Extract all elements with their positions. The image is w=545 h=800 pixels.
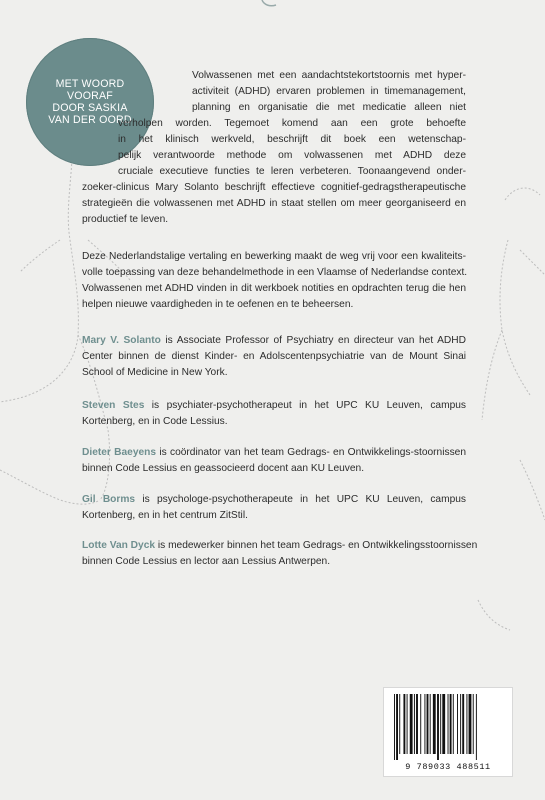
intro-line: activiteit (ADHD) ervaren problemen in timemanagement,: [192, 86, 466, 97]
intro-line: strategieën die volwassenen met ADHD in staat stellen om meer georganiseerd en: [82, 198, 466, 209]
intro-line: planning en organisatie die met medicatie alleen niet: [192, 102, 466, 113]
intro-line: zoeker-clinicus Mary Solanto beschrijft effectieve cognitief-gedragstherapeutische: [82, 182, 466, 193]
barcode-bar: [473, 694, 474, 754]
barcode-bar: [403, 694, 405, 754]
badge-line: MET WOORD: [55, 78, 125, 90]
barcode-bar: [453, 694, 454, 754]
author-bio-borms: [82, 492, 466, 524]
barcode-bar: [396, 694, 398, 760]
intro-paragraph: [0, 68, 545, 228]
barcode-bar: [462, 694, 464, 754]
isbn-number: 9 789033 488511: [405, 762, 491, 772]
barcode-bar: [424, 694, 425, 754]
author-bio-text: is Associate Professor of Psychiatry en directeur van het ADHD: [160, 335, 466, 346]
author-name: Gil Borms: [82, 494, 136, 505]
author-bio-text: binnen Code Lessius en lector aan Lessius Antwerpen.: [82, 556, 331, 567]
author-name: Lotte Van Dyck: [82, 540, 156, 551]
barcode-bar: [448, 694, 449, 754]
barcode-bar: [460, 694, 461, 754]
barcode-bar: [394, 694, 395, 760]
barcode-bar: [440, 694, 441, 754]
barcode-bar: [469, 694, 472, 754]
translation-line: volle toepassing van deze behandelmethode in een Vlaamse of Nederlandse context.: [82, 267, 468, 278]
badge-line: VOORAF: [67, 90, 113, 102]
barcode-bar: [399, 694, 400, 754]
barcode-bar: [466, 694, 467, 754]
isbn-barcode: [383, 687, 513, 777]
author-bio-baeyens: [82, 445, 466, 477]
barcode-bar: [476, 694, 477, 760]
barcode-bar: [427, 694, 429, 754]
translation-line: helpen nieuwe vaardigheden in te oefenen en te beheersen.: [82, 299, 354, 310]
badge-line: DOOR SASKIA: [52, 102, 128, 114]
barcode-bar: [416, 694, 418, 754]
author-bio-text: Center binnen de dienst Kinder- en Adolscentenpsychiatrie van de Mount Sinai: [82, 351, 466, 362]
translation-line: Deze Nederlandstalige vertaling en bewerking maakt de weg vrij voor een kwaliteits-: [82, 251, 466, 262]
author-bio-vandyck: [82, 538, 478, 570]
barcode-bar: [410, 694, 413, 754]
author-name: Steven Stes: [82, 400, 145, 411]
badge-line: VAN DER OORD: [48, 114, 132, 126]
barcode-bar: [457, 694, 458, 754]
barcode-bars: [384, 694, 512, 764]
intro-line: verholpen worden. Tegemoet komend aan een grote behoefte: [118, 118, 466, 129]
author-bio-text: Kortenberg, en in het centrum ZitStil.: [82, 510, 248, 521]
barcode-bar: [442, 694, 445, 754]
author-bio-solanto: [82, 333, 466, 381]
author-bio-text: binnen Code Lessius en geassocieerd docent aan KU Leuven.: [82, 463, 365, 474]
author-bio-text: is coördinator van het team Gedrags- en Ontwikkelings-stoornissen: [156, 447, 466, 458]
author-name: Dieter Baeyens: [82, 447, 157, 458]
barcode-bar: [437, 694, 439, 760]
translation-line: Volwassenen met ADHD vinden in dit werkboek notities en opdrachten terug die hen: [82, 283, 466, 294]
intro-line: productief te leven.: [82, 214, 169, 225]
barcode-bar: [450, 694, 452, 754]
author-bio-stes: [82, 398, 466, 430]
barcode-bar: [430, 694, 431, 754]
intro-line: pelijk verantwoorde methode om volwassenen met ADHD deze: [118, 150, 466, 161]
author-bio-text: School of Medicine in New York.: [82, 367, 228, 378]
author-name: Mary V. Solanto: [82, 335, 161, 346]
barcode-bar: [407, 694, 408, 754]
translation-paragraph: [82, 249, 466, 313]
barcode-bar: [420, 694, 421, 754]
intro-line: cruciale executieve functies te leren verbeteren. Toonaangevend onder-: [118, 166, 466, 177]
barcode-bar: [433, 694, 436, 754]
author-bio-text: is psychologe-psychotherapeute in het UPC KU Leuven, campus: [135, 494, 467, 505]
barcode-bar: [414, 694, 415, 754]
author-bio-text: is psychiater-psychotherapeut in het UPC KU Leuven, campus: [144, 400, 466, 411]
author-bio-text: is medewerker binnen het team Gedrags- en Ontwikkelingsstoornissen: [155, 540, 478, 551]
author-bio-text: Kortenberg, en in Code Lessius.: [82, 416, 228, 427]
intro-line: Volwassenen met een aandachtstekortstoornis met hyper-: [192, 70, 466, 81]
intro-line: in het klinisch werkveld, beschrijft dit boek een wetenschap-: [118, 134, 466, 145]
